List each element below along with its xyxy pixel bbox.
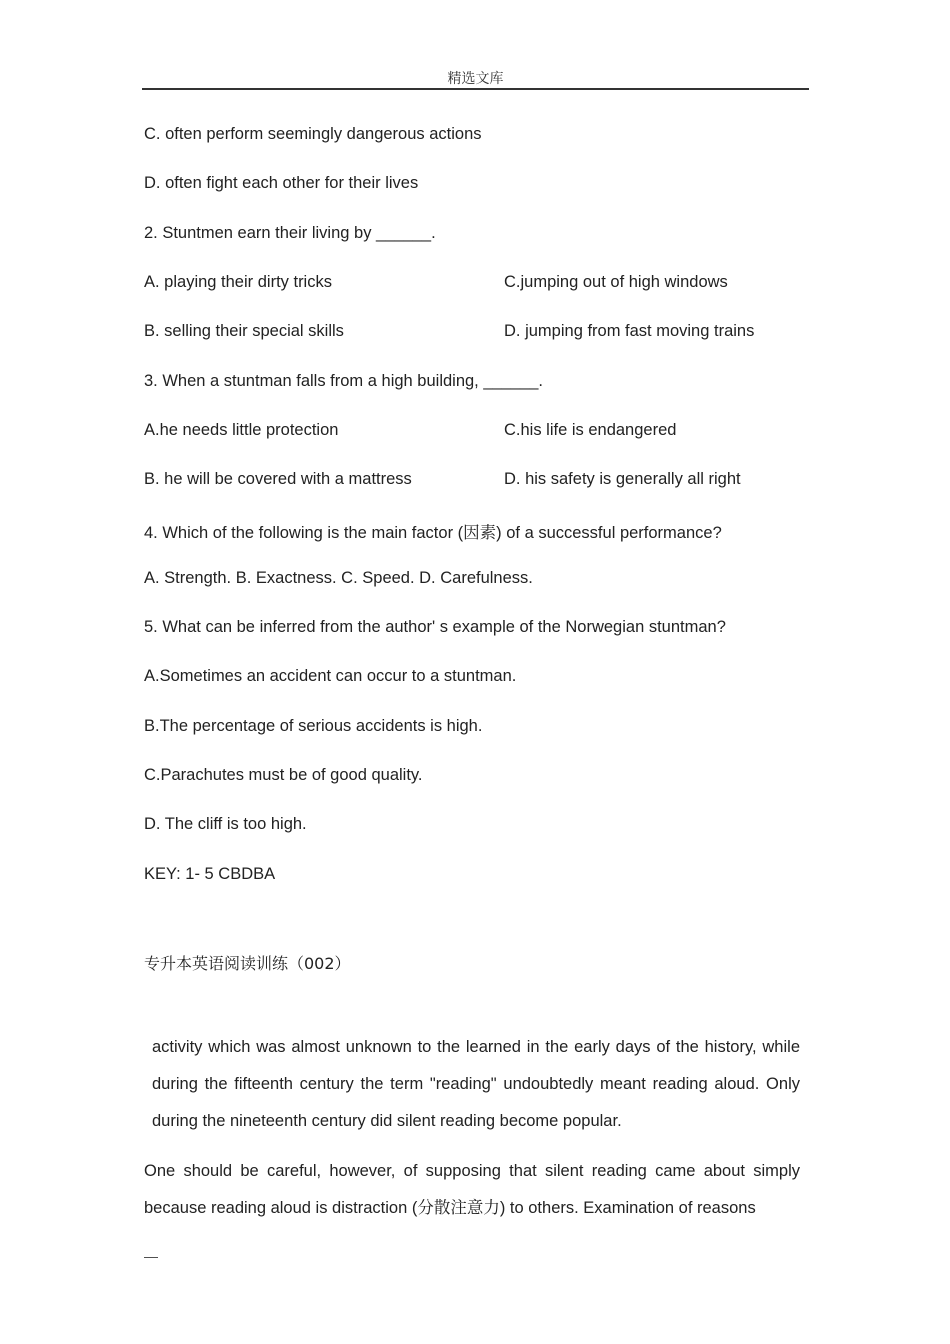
q3-option-d: D. his safety is generally all right (504, 470, 741, 488)
q5-option-b: B.The percentage of serious accidents is high. (144, 717, 483, 735)
q2-option-a: A. playing their dirty tricks (144, 273, 332, 291)
section-title: 专升本英语阅读训练（002） (144, 954, 351, 973)
q3-option-c: C.his life is endangered (504, 421, 677, 439)
q2-stem: 2. Stuntmen earn their living by ______. (144, 224, 436, 242)
q4-stem: 4. Which of the following is the main factor (因素) of a successful performance? (144, 524, 722, 542)
header-title: 精选文库 (447, 71, 504, 87)
q4-options: A. Strength. B. Exactness. C. Speed. D. Carefulness. (144, 569, 533, 587)
q3-option-b: B. he will be covered with a mattress (144, 470, 412, 488)
q2-option-c: C.jumping out of high windows (504, 273, 728, 291)
passage-paragraph-2: One should be careful, however, of supposing that silent reading came about simply because reading aloud is distraction (分散注意力) to others. Examination of reasons (144, 1162, 800, 1217)
q5-option-a: A.Sometimes an accident can occur to a stuntman. (144, 667, 517, 685)
page-header (142, 68, 809, 90)
q2-option-b: B. selling their special skills (144, 322, 344, 340)
q3-option-a: A.he needs little protection (144, 421, 339, 439)
answer-key: KEY: 1- 5 CBDBA (144, 865, 276, 883)
q5-stem: 5. What can be inferred from the author' s example of the Norwegian stuntman? (144, 618, 726, 636)
footer-mark: — (144, 1248, 158, 1264)
passage-paragraph-1: activity which was almost unknown to the learned in the early days of the history, while during the fifteenth century the term "reading" undoubtedly meant reading aloud. Only during the nineteenth century did silent reading become popular. (152, 1038, 800, 1130)
q5-option-c: C.Parachutes must be of good quality. (144, 766, 423, 784)
q5-option-d: D. The cliff is too high. (144, 815, 307, 833)
q3-stem: 3. When a stuntman falls from a high building, ______. (144, 372, 543, 390)
q1-option-c: C. often perform seemingly dangerous actions (144, 125, 482, 143)
q2-option-d: D. jumping from fast moving trains (504, 322, 755, 340)
q1-option-d: D. often fight each other for their lives (144, 174, 419, 192)
